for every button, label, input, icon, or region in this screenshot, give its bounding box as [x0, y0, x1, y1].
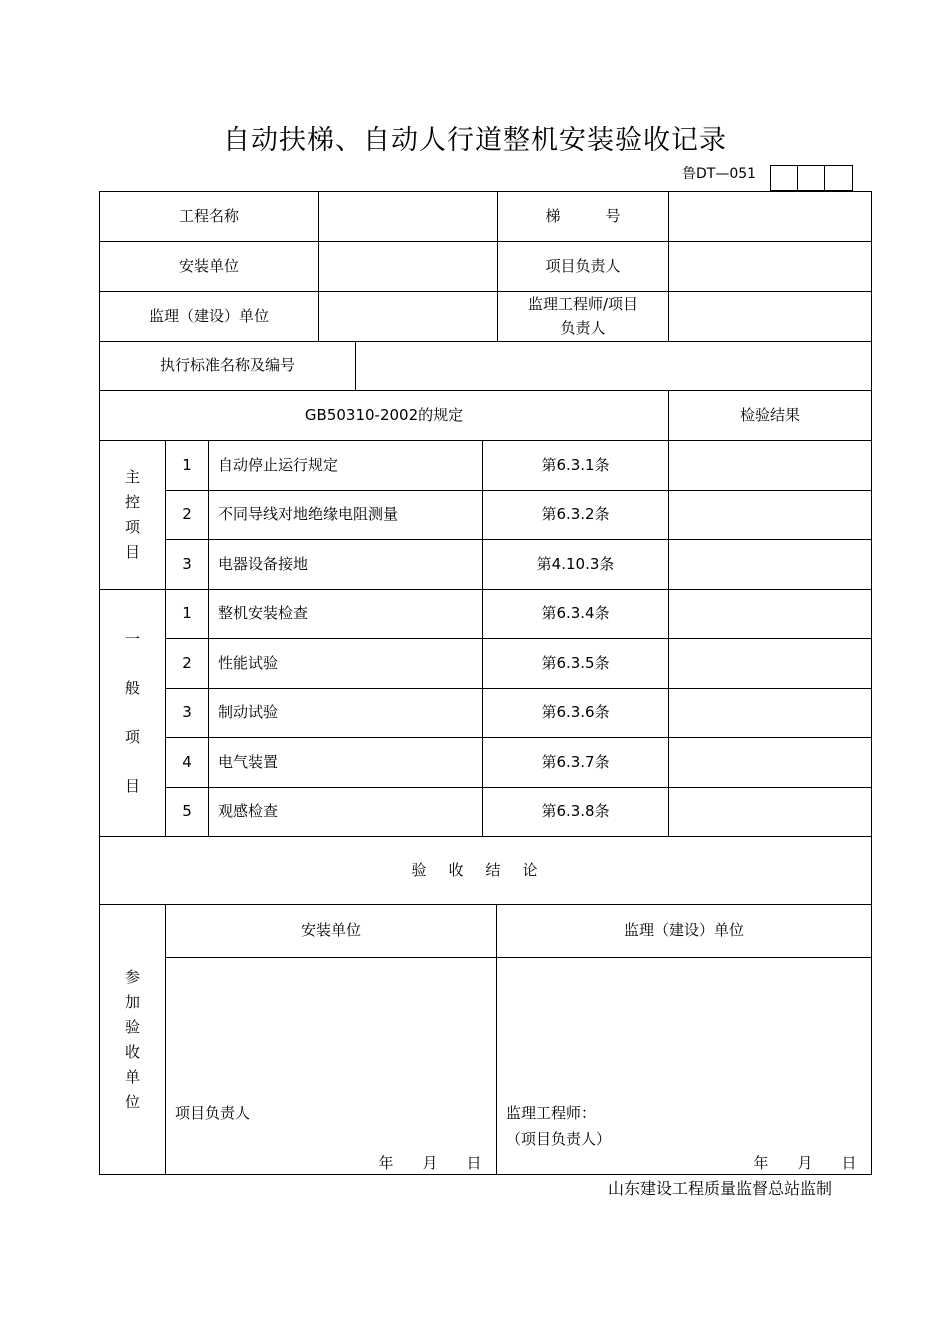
month-label: 月	[797, 1154, 813, 1172]
conclusion-label: 验收结论	[100, 837, 872, 905]
acceptance-units-label	[100, 905, 166, 1175]
item-name: 性能试验	[209, 639, 483, 689]
spec-rule-header: GB50310-2002的规定	[100, 391, 669, 441]
supervision-unit-header: 监理（建设）单位	[497, 905, 872, 958]
supervision-unit-label: 监理（建设）单位	[100, 292, 319, 342]
general-char: 目	[124, 777, 140, 795]
item-result-field[interactable]	[669, 441, 872, 491]
item-result-field[interactable]	[669, 639, 872, 689]
item-result-field[interactable]	[669, 590, 872, 639]
day-label: 日	[841, 1154, 857, 1172]
project-leader-field[interactable]	[669, 242, 872, 292]
year-label: 年	[753, 1154, 769, 1172]
code-box-1[interactable]	[770, 165, 798, 191]
install-signature-area[interactable]	[166, 958, 497, 1175]
standard-label: 执行标准名称及编号	[100, 342, 356, 391]
acceptance-char: 收	[124, 1042, 140, 1061]
install-unit-header: 安装单位	[166, 905, 497, 958]
item-clause: 第6.3.7条	[483, 738, 669, 788]
item-clause: 第6.3.8条	[483, 788, 669, 837]
item-clause: 第6.3.5条	[483, 639, 669, 689]
item-result-field[interactable]	[669, 738, 872, 788]
acceptance-char: 验	[124, 1017, 140, 1036]
item-result-field[interactable]	[669, 689, 872, 738]
general-char: 一	[124, 630, 140, 648]
issuer-footer: 山东建设工程质量监督总站监制	[608, 1179, 833, 1198]
elevator-no-field[interactable]	[669, 192, 872, 242]
item-clause: 第6.3.4条	[483, 590, 669, 639]
project-leader-label: 项目负责人	[498, 242, 669, 292]
acceptance-record-table	[99, 191, 872, 1175]
item-name: 观感检查	[209, 788, 483, 837]
form-code: 鲁DT—051	[682, 166, 757, 182]
supervision-date	[739, 1152, 871, 1175]
general-items-label	[100, 590, 166, 837]
install-unit-label: 安装单位	[100, 242, 319, 292]
item-result-field[interactable]	[669, 491, 872, 540]
main-control-char: 控	[124, 493, 140, 511]
elevator-no-label: 梯 号	[498, 192, 669, 242]
item-clause: 第6.3.1条	[483, 441, 669, 491]
standard-field[interactable]	[356, 342, 872, 391]
inspection-result-header: 检验结果	[669, 391, 872, 441]
code-box-3[interactable]	[824, 165, 853, 191]
item-result-field[interactable]	[669, 540, 872, 590]
acceptance-char: 参	[124, 967, 140, 986]
acceptance-char: 位	[124, 1092, 140, 1111]
item-clause: 第4.10.3条	[483, 540, 669, 590]
supervisor-label	[498, 292, 669, 342]
item-clause: 第6.3.6条	[483, 689, 669, 738]
main-control-char: 项	[124, 518, 140, 536]
item-number: 1	[166, 590, 209, 639]
main-control-label	[100, 441, 166, 590]
general-char: 项	[124, 728, 140, 746]
item-name: 电器设备接地	[209, 540, 483, 590]
supervision-unit-field[interactable]	[319, 292, 498, 342]
item-number: 5	[166, 788, 209, 837]
supervisor-label-line2: 负责人	[560, 318, 606, 337]
item-name: 制动试验	[209, 689, 483, 738]
page-title: 自动扶梯、自动人行道整机安装验收记录	[223, 125, 727, 156]
year-label: 年	[378, 1154, 394, 1172]
supervisor-field[interactable]	[669, 292, 872, 342]
acceptance-char: 单	[124, 1067, 140, 1086]
acceptance-char: 加	[124, 992, 140, 1011]
code-box-2[interactable]	[797, 165, 825, 191]
item-number: 3	[166, 689, 209, 738]
item-name: 不同导线对地绝缘电阻测量	[209, 491, 483, 540]
project-name-field[interactable]	[319, 192, 498, 242]
install-unit-field[interactable]	[319, 242, 498, 292]
main-control-char: 主	[124, 468, 140, 486]
item-number: 2	[166, 639, 209, 689]
item-clause: 第6.3.2条	[483, 491, 669, 540]
month-label: 月	[422, 1154, 438, 1172]
item-number: 4	[166, 738, 209, 788]
supervisor-sign-sublabel: （项目负责人）	[506, 1130, 612, 1148]
install-date	[364, 1152, 496, 1175]
supervisor-sign-label: 监理工程师：	[506, 1104, 597, 1122]
item-name: 电气装置	[209, 738, 483, 788]
supervision-signature-area[interactable]	[497, 958, 872, 1175]
item-number: 3	[166, 540, 209, 590]
item-name: 整机安装检查	[209, 590, 483, 639]
general-char: 般	[124, 679, 140, 697]
project-name-label: 工程名称	[100, 192, 319, 242]
main-control-char: 目	[124, 543, 140, 561]
install-leader-label: 项目负责人	[175, 1104, 251, 1122]
supervisor-label-line1: 监理工程师/项目	[528, 295, 639, 314]
item-number: 2	[166, 491, 209, 540]
item-name: 自动停止运行规定	[209, 441, 483, 491]
item-number: 1	[166, 441, 209, 491]
day-label: 日	[466, 1154, 482, 1172]
item-result-field[interactable]	[669, 788, 872, 837]
